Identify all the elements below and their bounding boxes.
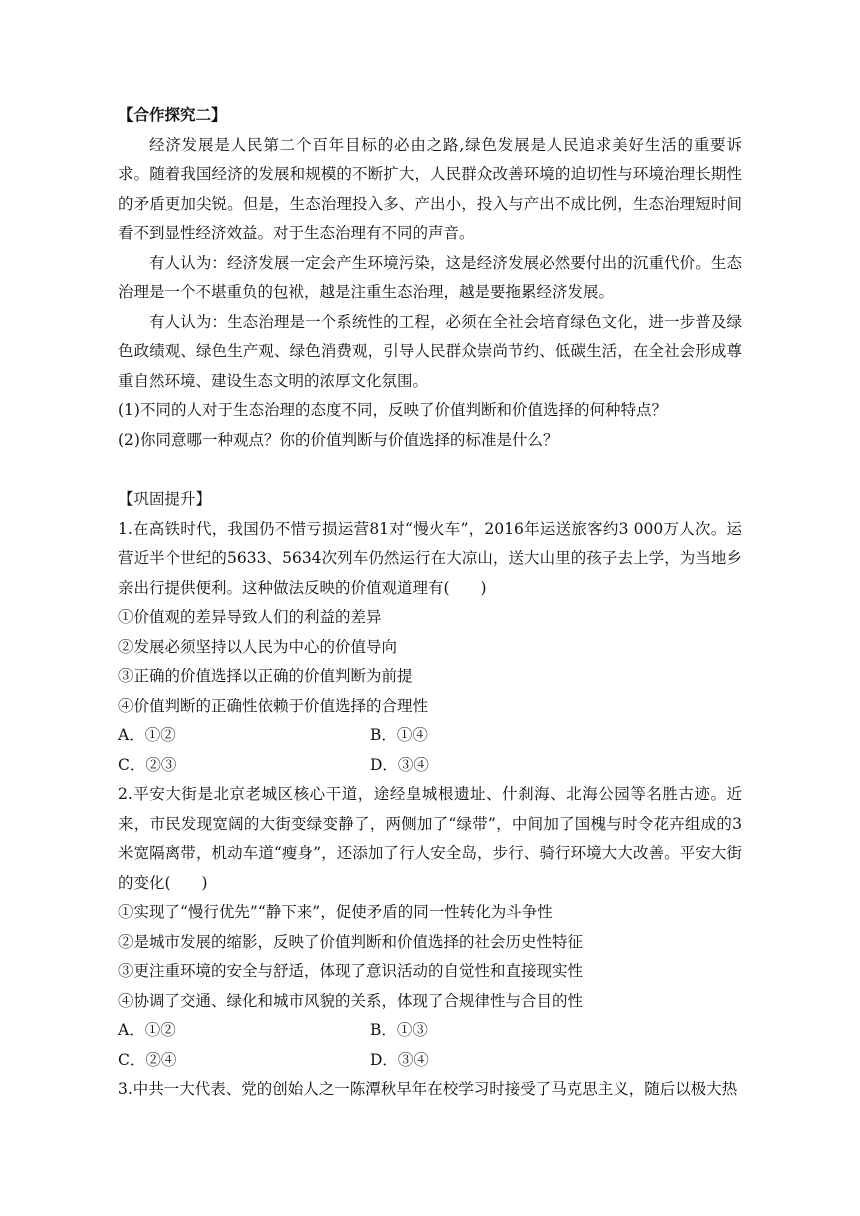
question-1-statement-2: ②发展必须坚持以人民为中心的价值导向 [118, 637, 398, 656]
question-1-statement-3: ③正确的价值选择以正确的价值判断为前提 [118, 667, 413, 685]
question-1-statement-4: ④价值判断的正确性依赖于价值选择的合理性 [118, 696, 429, 715]
page-content [118, 101, 742, 1105]
discussion-question-2: (2)你同意哪一种观点？你的价值判断与价值选择的标准是什么？ [118, 430, 559, 449]
question-2 [118, 780, 742, 1075]
question-2-stem: 2.平安大街是北京老城区核心干道，途经皇城根遗址、什刹海、北海公园等名胜古迹。近来，市民发现宽阔的大街变绿变静了，两侧加了“绿带”，中间加了国槐与时令花卉组成的3米宽隔离带，机动车道“瘦身”，还添加了行人安全岛，步行、骑行环境大大改善。平安大街的变化( ) [118, 785, 742, 892]
question-2-answer-choices [118, 1016, 742, 1075]
question-1-choice-c: C．②③ [118, 755, 177, 774]
viewpoint-paragraph-two: 有人认为：生态治理是一个系统性的工程，必须在全社会培育绿色文化，进一步普及绿色政绩观、绿色生产观、绿色消费观，引导人民群众崇尚节约、低碳生活，在全社会形成尊重自然环境、建设生态文明的浓厚文化氛围。 [118, 312, 742, 390]
section-heading-consolidation: 【巩固提升】 [118, 490, 212, 508]
discussion-question-1: (1)不同的人对于生态治理的态度不同，反映了价值判断和价值选择的何种特点？ [118, 401, 667, 419]
question-2-statement-4: ④协调了交通、绿化和城市风貌的关系，体现了合规律性与合目的性 [118, 991, 584, 1010]
question-1 [118, 515, 742, 781]
question-3-stem: 3.中共一大代表、党的创始人之一陈潭秋早年在校学习时接受了马克思主义，随后以极大热 [118, 1080, 738, 1098]
intro-paragraph: 经济发展是人民第二个百年目标的必由之路,绿色发展是人民追求美好生活的重要诉求。随着我国经济的发展和规模的不断扩大，人民群众改善环境的迫切性与环境治理长期性的矛盾更加尖锐。但是，生态治理投入多、产出小，投入与产出不成比例，生态治理短时间看不到显性经济效益。对于生态治理有不同的声音。 [118, 135, 742, 242]
question-2-choice-a: A．①② [118, 1021, 176, 1039]
question-1-choice-b: B．①④ [370, 726, 428, 744]
question-2-choice-d: D．③④ [370, 1050, 429, 1069]
question-1-choice-d: D．③④ [370, 755, 429, 774]
section-heading-cooperative-inquiry: 【合作探究二】 [118, 106, 227, 124]
question-1-stem: 1.在高铁时代，我国仍不惜亏损运营81对“慢火车”，2016年运送旅客约3 000万人次。运营近半个世纪的5633、5634次列车仍然运行在大凉山，送大山里的孩子去上学，为当地乡亲出行提供便利。这种做法反映的价值观道理有( ) [118, 519, 742, 597]
question-2-statement-3: ③更注重环境的安全与舒适，体现了意识活动的自觉性和直接现实性 [118, 962, 584, 980]
question-2-choice-b: B．①③ [370, 1021, 428, 1039]
viewpoint-paragraph-one: 有人认为：经济发展一定会产生环境污染，这是经济发展必然要付出的沉重代价。生态治理是一个不堪重负的包袱，越是注重生态治理，越是要拖累经济发展。 [118, 253, 742, 301]
question-2-statement-1: ①实现了“慢行优先”“静下来”，促使矛盾的同一性转化为斗争性 [118, 903, 553, 921]
question-2-statement-2: ②是城市发展的缩影，反映了价值判断和价值选择的社会历史性特征 [118, 932, 584, 951]
question-3 [118, 1075, 742, 1105]
question-1-statement-1: ①价值观的差异导致人们的利益的差异 [118, 608, 382, 626]
question-1-answer-choices [118, 721, 742, 780]
question-2-choice-c: C．②④ [118, 1050, 177, 1069]
question-1-choice-a: A．①② [118, 726, 176, 744]
